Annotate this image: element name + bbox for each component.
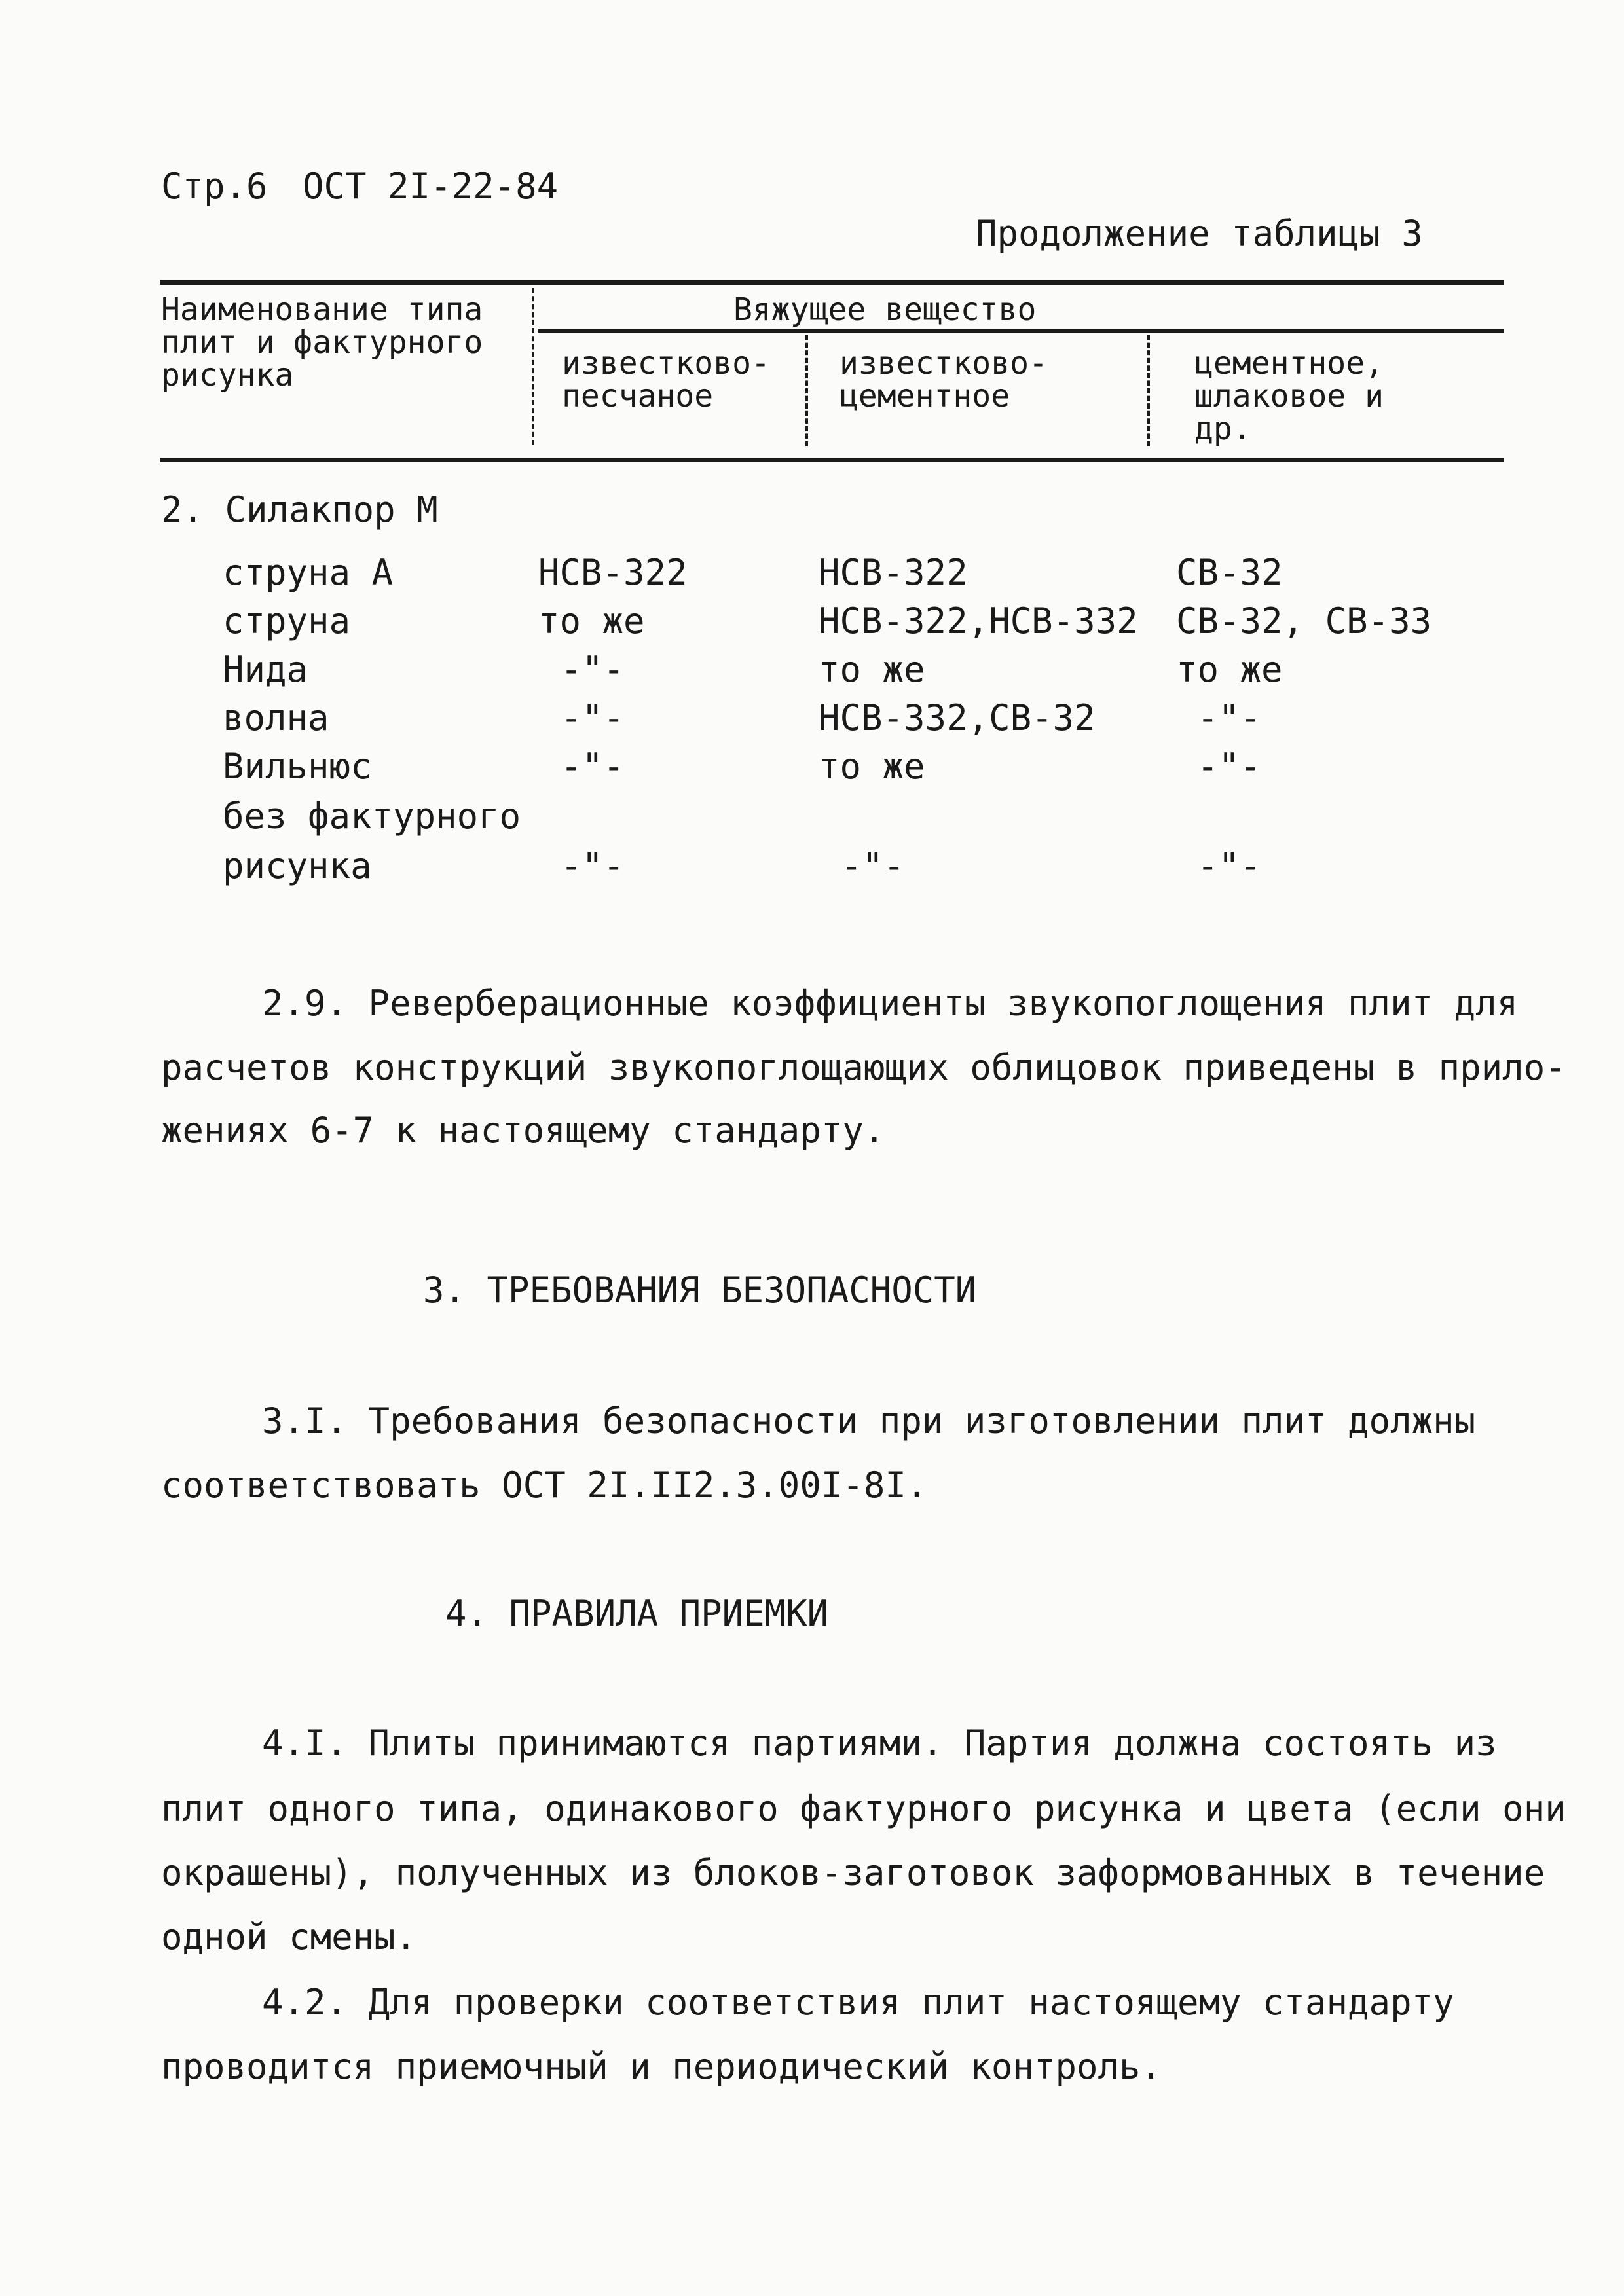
table-section-title: 2. Силакпор М [161,489,438,530]
row-col-c: СВ-32 [1176,552,1283,593]
header-binder-group: Вяжущее вещество [733,291,1037,328]
paragraph-line: 2.9. Реверберационные коэффициенты звукопоглощения плит для [262,983,1519,1024]
table-continuation-label: Продолжение таблицы 3 [976,213,1423,254]
row-name: волна [223,697,329,738]
paragraph-line: жениях 6-7 к настоящему стандарту. [161,1110,885,1151]
row-col-c: -"- [1197,845,1261,886]
header-divider [805,335,808,446]
paragraph-line: соответствовать ОСТ 2I.II2.3.00I-8I. [161,1465,928,1506]
row-col-c: -"- [1197,746,1261,787]
standard-code: ОСТ 2I-22-84 [303,166,559,207]
row-col-a: то же [538,600,645,642]
header-col-b [840,347,1048,412]
row-col-a: -"- [561,649,625,690]
header-col-a [562,347,770,412]
row-name: струна [223,600,351,642]
row-col-b: то же [819,649,925,690]
header-col-name [161,293,483,392]
section-4-heading: 4. ПРАВИЛА ПРИЕМКИ [445,1593,829,1634]
section-3-heading: 3. ТРЕБОВАНИЯ БЕЗОПАСНОСТИ [423,1269,977,1311]
row-col-a: -"- [561,746,625,787]
row-name: без фактурного [223,795,521,837]
header-divider [532,288,534,445]
header-col-b-line: цементное [840,378,1010,414]
row-col-b: НСВ-322,НСВ-332 [819,600,1138,642]
table-header-bottom-rule [160,458,1504,462]
table-top-rule [160,280,1504,285]
paragraph-line: 4.I. Плиты принимаются партиями. Партия должна состоять из [262,1722,1497,1764]
row-col-a: -"- [561,697,625,738]
row-col-c: СВ-32, СВ-33 [1176,600,1432,642]
paragraph-line: расчетов конструкций звукопоглощающих облицовок приведены в прило- [161,1047,1566,1088]
page-number: Стр.6 [161,166,268,207]
row-col-c: -"- [1197,697,1261,738]
header-col-name-line: рисунка [161,357,294,393]
row-col-b: НСВ-322 [819,552,968,593]
header-col-a-line: песчаное [562,378,714,414]
row-col-b: то же [819,746,925,787]
header-col-name-line: плит и фактурного [161,324,483,361]
header-divider [1147,335,1150,446]
header-col-b-line: известково- [840,345,1048,382]
row-col-b: НСВ-332,СВ-32 [819,697,1096,738]
header-col-c-line: цементное, [1194,345,1384,382]
row-name: рисунка [223,845,372,886]
paragraph-line: окрашены), полученных из блоков-заготовок заформованных в течение [161,1852,1545,1893]
row-col-c: то же [1176,649,1283,690]
paragraph-line: 3.I. Требования безопасности при изготовлении плит должны [262,1400,1476,1442]
header-col-c-line: шлаковое и [1194,378,1384,414]
row-name: Вильнюс [223,746,372,787]
paragraph-line: плит одного типа, одинакового фактурного рисунка и цвета (если они [161,1788,1566,1829]
row-col-a: НСВ-322 [538,552,688,593]
row-col-b: -"- [841,845,905,886]
row-col-a: -"- [561,845,625,886]
header-col-a-line: известково- [562,345,770,382]
row-name: Нида [223,649,308,690]
header-col-c-line: др. [1194,410,1251,447]
header-col-c [1194,347,1384,445]
paragraph-line: 4.2. Для проверки соответствия плит настоящему стандарту [262,1982,1454,2023]
row-name: струна А [223,552,394,593]
header-group-rule [538,329,1504,333]
paragraph-line: проводится приемочный и периодический контроль. [161,2046,1162,2087]
paragraph-line: одной смены. [161,1916,417,1958]
header-col-name-line: Наименование типа [161,291,483,328]
